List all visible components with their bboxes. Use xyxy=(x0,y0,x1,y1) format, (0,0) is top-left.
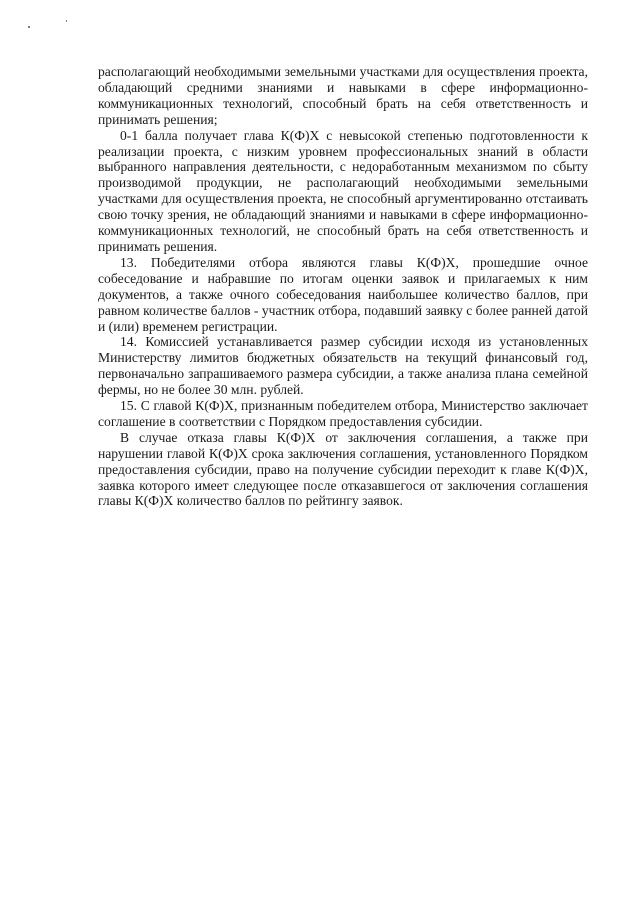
document-body xyxy=(98,64,588,509)
scan-speck xyxy=(28,26,30,28)
paragraph-item-14: 14. Комиссией устанавливается размер субсидии исходя из установленных Министерству лимитов бюджетных обязательств на текущий финансовый год, первоначально запрашиваемого размера субсидии, а также анализа плана семейной фермы, но не более 30 млн. рублей. xyxy=(98,334,588,398)
scan-speck xyxy=(66,20,67,22)
paragraph-item-15: 15. С главой К(Ф)Х, признанным победителем отбора, Министерство заключает соглашение в соответствии с Порядком предоставления субсидии. xyxy=(98,398,588,429)
paragraph-refusal: В случае отказа главы К(Ф)Х от заключения соглашения, а также при нарушении главой К(Ф)Х срока заключения соглашения, установленного Порядком предоставления субсидии, право на получение субсидии переходит к главе К(Ф)Х, заявка которого имеет следующее после отказавшегося от заключения соглашения главы К(Ф)Х количество баллов по рейтингу заявок. xyxy=(98,429,588,509)
paragraph-continuation: располагающий необходимыми земельными участками для осуществления проекта, обладающий средними знаниями и навыками в сфере информационно-коммуникационных технологий, способный брать на себя ответственность и принимать решения; xyxy=(98,64,588,127)
paragraph-item-13: 13. Победителями отбора являются главы К(Ф)Х, прошедшие очное собеседование и набравшие по итогам оценки заявок и прилагаемых к ним документов, а также очного собеседования наибольшее количество баллов, при равном количестве баллов - участник отбора, подавший заявку с более ранней датой и (или) временем регистрации. xyxy=(98,254,588,334)
paragraph-score-0-1: 0-1 балла получает глава К(Ф)Х с невысокой степенью подготовленности к реализации проекта, с низким уровнем профессиональных знаний в области выбранного направления деятельности, с недоработанным механизмом по сбыту производимой продукции, не располагающий необходимыми земельными участками для осуществления проекта, не способный аргументированно отстаивать свою точку зрения, не обладающий знаниями и навыками в сфере информационно-коммуникационных технологий, не способный брать на себя ответственность и принимать решения. xyxy=(98,127,588,254)
